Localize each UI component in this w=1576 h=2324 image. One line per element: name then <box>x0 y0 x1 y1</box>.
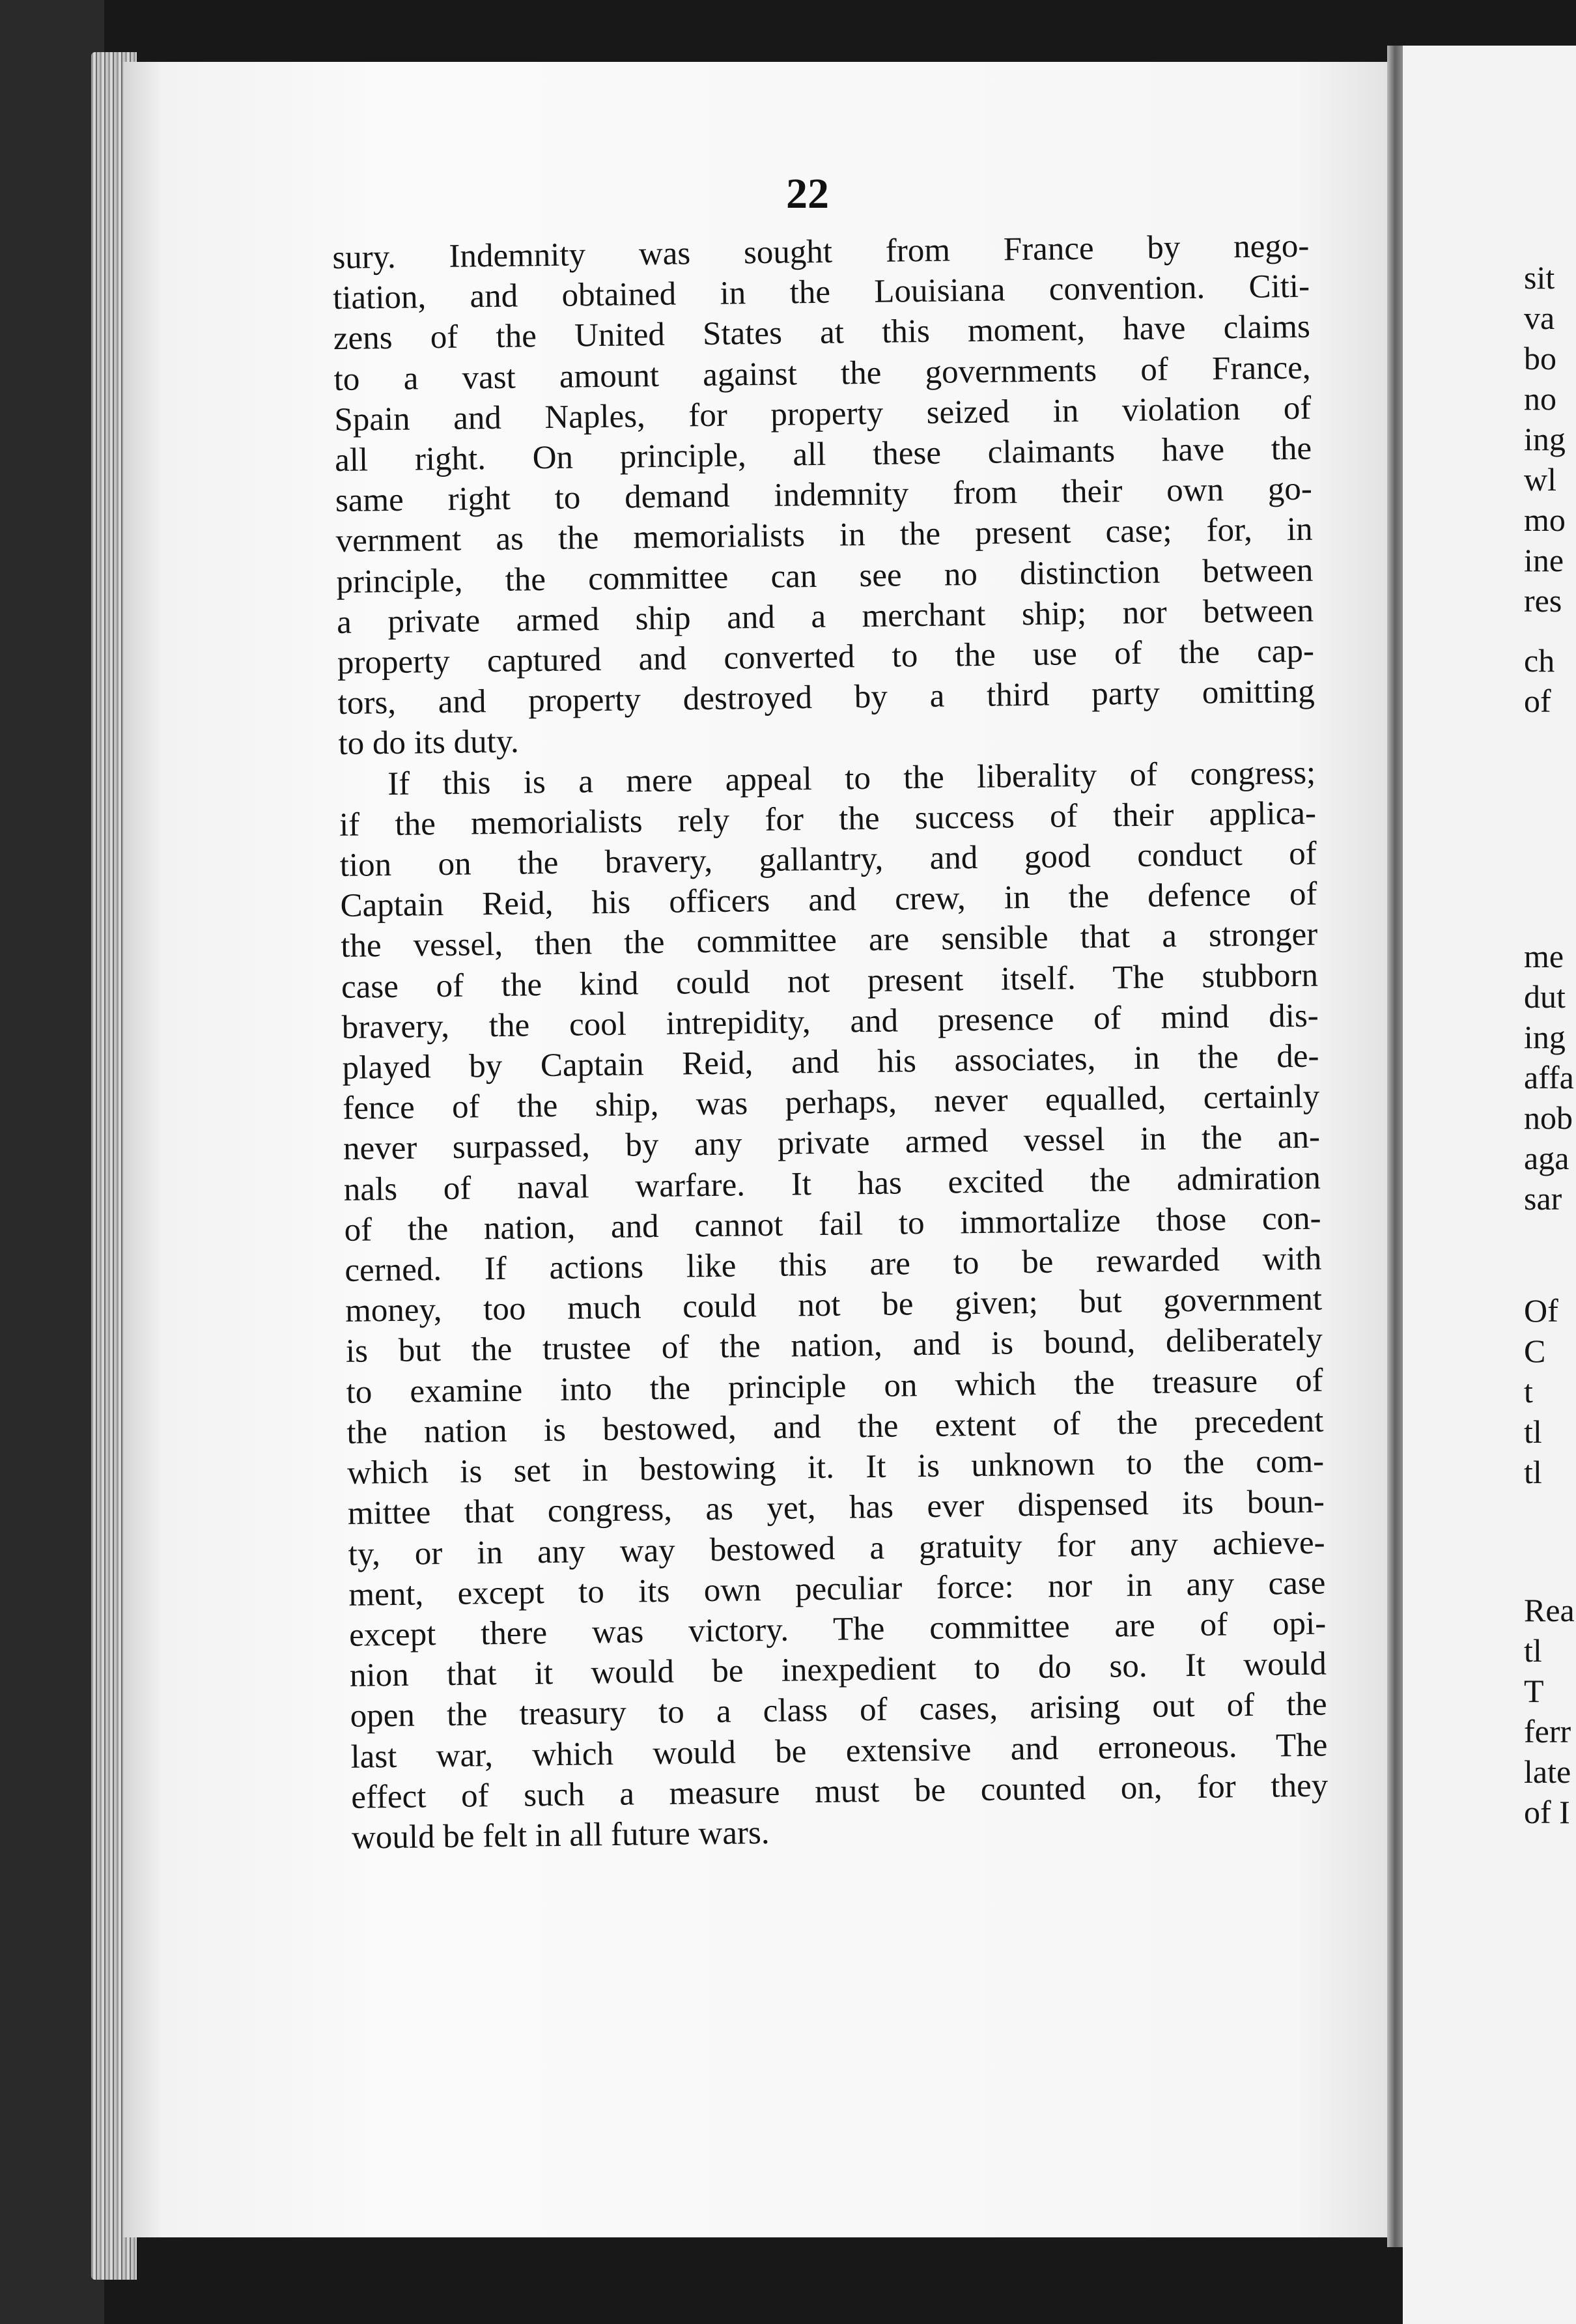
fragment: tl <box>1524 1413 1542 1450</box>
fragment: tl <box>1524 1632 1542 1669</box>
fragment: ing <box>1524 421 1566 457</box>
book-gutter <box>1387 46 1403 2247</box>
fragment: va <box>1524 300 1555 336</box>
fragment: of I <box>1524 1794 1570 1830</box>
text-line: open the treasury to a class of cases, arising out of the <box>350 1686 1327 1735</box>
fragment: bo <box>1524 340 1556 376</box>
text-line: nion that it would be inexpedient to do so. It would <box>349 1645 1327 1694</box>
text-line: bravery, the cool intrepidity, and presence of mind dis- <box>341 997 1319 1046</box>
text-line: to a vast amount against the governments of France, <box>333 349 1311 398</box>
text-line: which is set in bestowing it. It is unknown to the com- <box>346 1443 1325 1492</box>
text-line: the vessel, then the committee are sensible that a stronger <box>340 916 1318 965</box>
text-line: all right. On principle, all these claimants have the <box>334 430 1312 479</box>
text-line: played by Captain Reid, and his associates, in the de- <box>342 1038 1319 1086</box>
text-line: vernment as the memorialists in the present case; for, in <box>335 511 1313 560</box>
text-line: never surpassed, by any private armed vessel in the an- <box>343 1119 1321 1168</box>
fragment: tl <box>1524 1454 1542 1490</box>
fragment: t <box>1524 1373 1533 1410</box>
text-line: case of the kind could not present itself. The stubborn <box>341 957 1319 1006</box>
page-number: 22 <box>786 170 829 218</box>
fragment: res <box>1524 582 1562 619</box>
text-line: if the memorialists rely for the success of their applica- <box>339 795 1317 843</box>
fragment: dut <box>1524 978 1566 1015</box>
text-line: the nation is bestowed, and the extent of the precedent <box>346 1402 1324 1451</box>
fragment: Of <box>1524 1292 1558 1329</box>
text-line: except there was victory. The committee are of opi- <box>348 1605 1327 1654</box>
fragment: C <box>1524 1333 1546 1369</box>
text-line: money, too much could not be given; but government <box>345 1281 1323 1330</box>
text-line: tiation, and obtained in the Louisiana convention. Citi- <box>332 268 1310 317</box>
fragment: late <box>1524 1753 1571 1790</box>
text-line: principle, the committee can see no distinction between <box>336 552 1314 601</box>
text-line: tors, and property destroyed by a third party omitting <box>337 673 1315 722</box>
text-line: to examine into the principle on which the treasure of <box>346 1362 1323 1411</box>
fragment: me <box>1524 938 1564 974</box>
fragment: mo <box>1524 502 1566 538</box>
text-line: Spain and Naples, for property seized in violation of <box>334 390 1312 438</box>
text-line: would be felt in all future wars. <box>351 1814 770 1856</box>
text-line: ty, or in any way bestowed a gratuity for any achieve- <box>348 1524 1325 1573</box>
fragment: aga <box>1524 1140 1569 1176</box>
fragment: no <box>1524 380 1556 417</box>
body-text <box>332 226 1329 1858</box>
text-line: nals of naval warfare. It has excited the admiration <box>343 1159 1321 1208</box>
text-line: of the nation, and cannot fail to immortalize those con- <box>344 1200 1321 1249</box>
fragment: ferr <box>1524 1713 1571 1750</box>
right-page-fragments <box>1524 257 1576 1832</box>
fragment: Rea <box>1524 1592 1575 1628</box>
fragment: of <box>1524 683 1551 719</box>
book-left-edge <box>0 0 104 2324</box>
fragment: T <box>1524 1673 1544 1709</box>
fragment: affa <box>1524 1059 1574 1096</box>
text-line: mittee that congress, as yet, has ever dispensed its boun- <box>347 1483 1325 1533</box>
fragment: nob <box>1524 1099 1573 1136</box>
fragment: sit <box>1524 259 1555 296</box>
text-line: zens of the United States at this moment, have claims <box>333 309 1311 358</box>
text-line: is but the trustee of the nation, and is bound, deliberately <box>345 1322 1323 1370</box>
text-line: effect of such a measure must be counted on, for they <box>350 1767 1329 1816</box>
text-line: If this is a mere appeal to the liberality of congress; <box>387 754 1316 802</box>
text-line: a private armed ship and a merchant ship; nor between <box>336 592 1314 641</box>
fragment: ine <box>1524 542 1564 578</box>
text-line: Captain Reid, his officers and crew, in the defence of <box>340 875 1317 925</box>
text-line: last war, which would be extensive and erroneous. The <box>350 1727 1328 1776</box>
text-line: fence of the ship, was perhaps, never equalled, certainly <box>342 1078 1320 1127</box>
fragment: wl <box>1524 461 1556 498</box>
text-line: tion on the bravery, gallantry, and good conduct of <box>339 835 1317 884</box>
fragment: ing <box>1524 1019 1566 1055</box>
text-line: property captured and converted to the use of the cap- <box>337 632 1315 681</box>
text-line: cerned. If actions like this are to be rewarded with <box>345 1240 1322 1289</box>
text-line: sury. Indemnity was sought from France by nego- <box>332 227 1310 276</box>
text-line: to do its duty. <box>338 723 520 763</box>
text-line: same right to demand indemnity from their own go- <box>335 470 1313 520</box>
text-line: ment, except to its own peculiar force: nor in any case <box>348 1565 1326 1613</box>
fragment: ch <box>1524 642 1555 679</box>
fragment: sar <box>1524 1180 1562 1217</box>
